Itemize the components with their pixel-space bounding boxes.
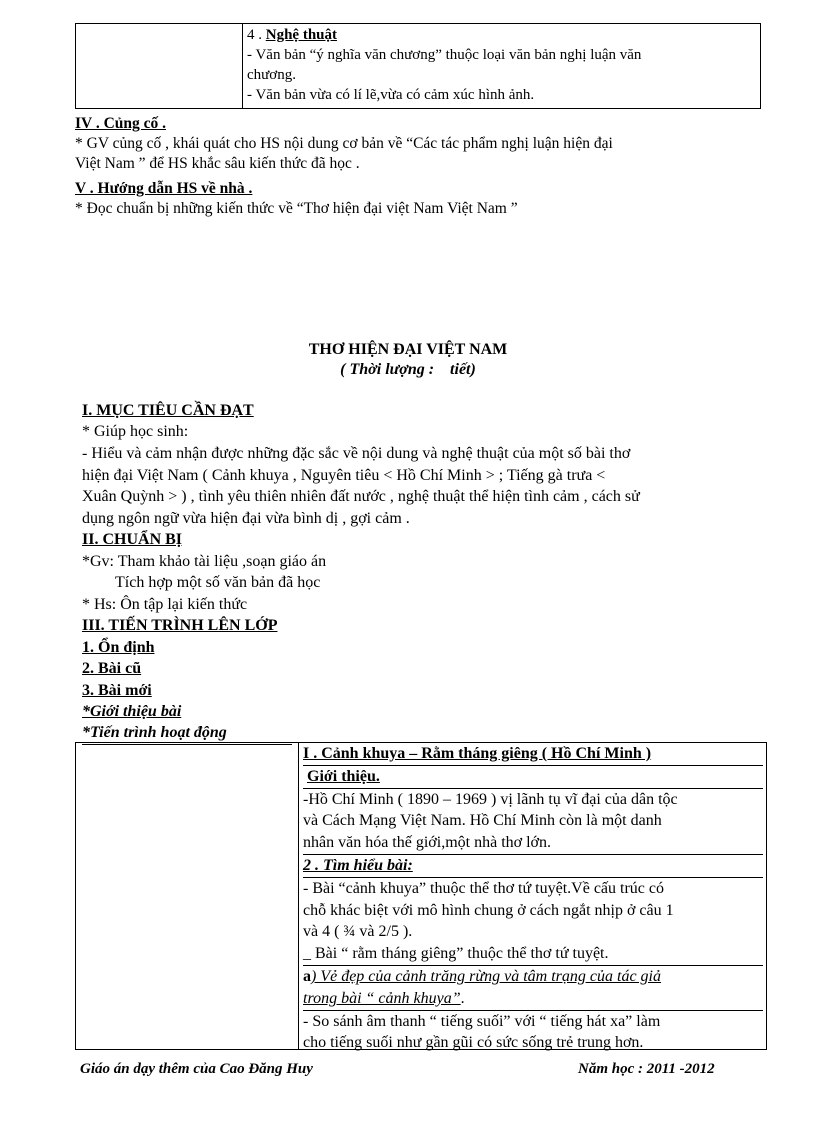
art-line-1: - Văn bản “ý nghĩa văn chương” thuộc loại văn bản nghị luận văn bbox=[247, 47, 642, 63]
part2-heading: II. CHUẨN BỊ bbox=[82, 531, 183, 548]
compare-line-1: - So sánh âm thanh “ tiếng suối” với “ tiếng hát xa” làm bbox=[303, 1012, 661, 1030]
study-heading: 2 . Tìm hiểu bài: bbox=[303, 856, 413, 874]
part1-intro: * Giúp học sinh: bbox=[82, 423, 189, 440]
study-line-2: chỗ khác biệt với mô hình chung ở cách ngắt nhịp ở câu 1 bbox=[303, 901, 674, 919]
table-divider bbox=[298, 743, 299, 1049]
study-line-3: và 4 ( ¾ và 2/5 ). bbox=[303, 923, 413, 941]
top-table-content bbox=[247, 25, 759, 105]
activity-content bbox=[303, 743, 763, 1054]
lesson-title: THƠ HIỆN ĐẠI VIỆT NAM bbox=[308, 341, 508, 358]
part1-line-4: dụng ngôn ngữ vừa hiện đại vừa bình dị , gợi cảm . bbox=[82, 510, 410, 527]
art-line-3: - Văn bản vừa có lí lẽ,vừa có cảm xúc hình ảnh. bbox=[247, 87, 535, 103]
section-iv-line-1: * GV củng cố , khái quát cho HS nội dung cơ bản về “Các tác phẩm nghị luận hiện đại bbox=[75, 135, 613, 152]
study-line-1: - Bài “cảnh khuya” thuộc thể thơ tứ tuyệt.Về cấu trúc có bbox=[303, 879, 664, 897]
section-v-heading: V . Hướng dẫn HS về nhà . bbox=[75, 180, 253, 197]
compare-line-2: cho tiếng suối như gần gũi có sức sống trẻ trung hơn. bbox=[303, 1034, 644, 1052]
part1-line-2: hiện đại Việt Nam ( Cảnh khuya , Nguyên tiêu < Hồ Chí Minh > ; Tiếng gà trưa < bbox=[82, 467, 606, 484]
poem-section-heading: I . Cảnh khuya – Rằm tháng giêng ( Hồ Chí Minh ) bbox=[303, 743, 763, 766]
part1-line-1: - Hiểu và cảm nhận được những đặc sắc về nội dung và nghệ thuật của một số bài thơ bbox=[82, 445, 631, 462]
study-line-4: _ Bài “ rằm tháng giêng” thuộc thể thơ tứ tuyệt. bbox=[303, 943, 763, 966]
study-row bbox=[303, 855, 763, 878]
part3-heading: III. TIẾN TRÌNH LÊN LỚP bbox=[82, 617, 278, 634]
bio-line-2: và Cách Mạng Việt Nam. Hồ Chí Minh còn là một danh bbox=[303, 812, 662, 830]
section-iv-line-2: Việt Nam ” để HS khắc sâu kiến thức đã học . bbox=[75, 155, 360, 172]
part3-item-1: 1. Ổn định bbox=[82, 639, 155, 656]
art-line-2: chương. bbox=[247, 67, 296, 83]
part1-line-3: Xuân Quỳnh > ) , tình yêu thiên nhiên đất nước , nghệ thuật thể hiện tình cảm , cách sử bbox=[82, 488, 640, 505]
lesson-subtitle: ( Thời lượng : tiết) bbox=[340, 361, 476, 378]
intro-heading: Giới thiệu. bbox=[307, 767, 380, 785]
bio-line-3: nhân văn hóa thế giới,một nhà thơ lớn. bbox=[303, 832, 763, 855]
part3-intro: *Giới thiệu bài bbox=[82, 703, 182, 720]
table-divider bbox=[242, 24, 243, 108]
footer-school-year: Năm học : 2011 -2012 bbox=[578, 1061, 715, 1077]
sub-a-line-2: trong bài “ cảnh khuya”. bbox=[303, 988, 763, 1011]
section-iv-heading: IV . Củng cố . bbox=[75, 115, 167, 132]
art-heading: 4 . Nghệ thuật bbox=[247, 27, 338, 43]
bio-line-1: -Hồ Chí Minh ( 1890 – 1969 ) vị lãnh tụ vĩ đại của dân tộc bbox=[303, 790, 678, 808]
part2-hs: * Hs: Ôn tập lại kiến thức bbox=[82, 596, 248, 613]
top-table bbox=[75, 23, 761, 109]
part3-item-3: 3. Bài mới bbox=[82, 682, 152, 699]
footer-author: Giáo án dạy thêm của Cao Đăng Huy bbox=[80, 1061, 313, 1077]
sub-a-line-1: a) Vẻ đẹp của cảnh trăng rừng và tâm trạng của tác giả bbox=[303, 967, 661, 985]
intro-row bbox=[303, 766, 763, 789]
part3-item-2: 2. Bài cũ bbox=[82, 660, 142, 677]
part2-gv: *Gv: Tham khảo tài liệu ,soạn giáo án bbox=[82, 553, 327, 570]
part1-heading: I. MỤC TIÊU CẦN ĐẠT bbox=[82, 402, 254, 419]
part3-progress: *Tiến trình hoạt động bbox=[82, 722, 292, 745]
part2-gv-2: Tích hợp một số văn bản đã học bbox=[115, 574, 321, 591]
section-v-line-1: * Đọc chuẩn bị những kiến thức về “Thơ hiện đại việt Nam Việt Nam ” bbox=[75, 200, 518, 217]
activity-table bbox=[75, 742, 767, 1050]
